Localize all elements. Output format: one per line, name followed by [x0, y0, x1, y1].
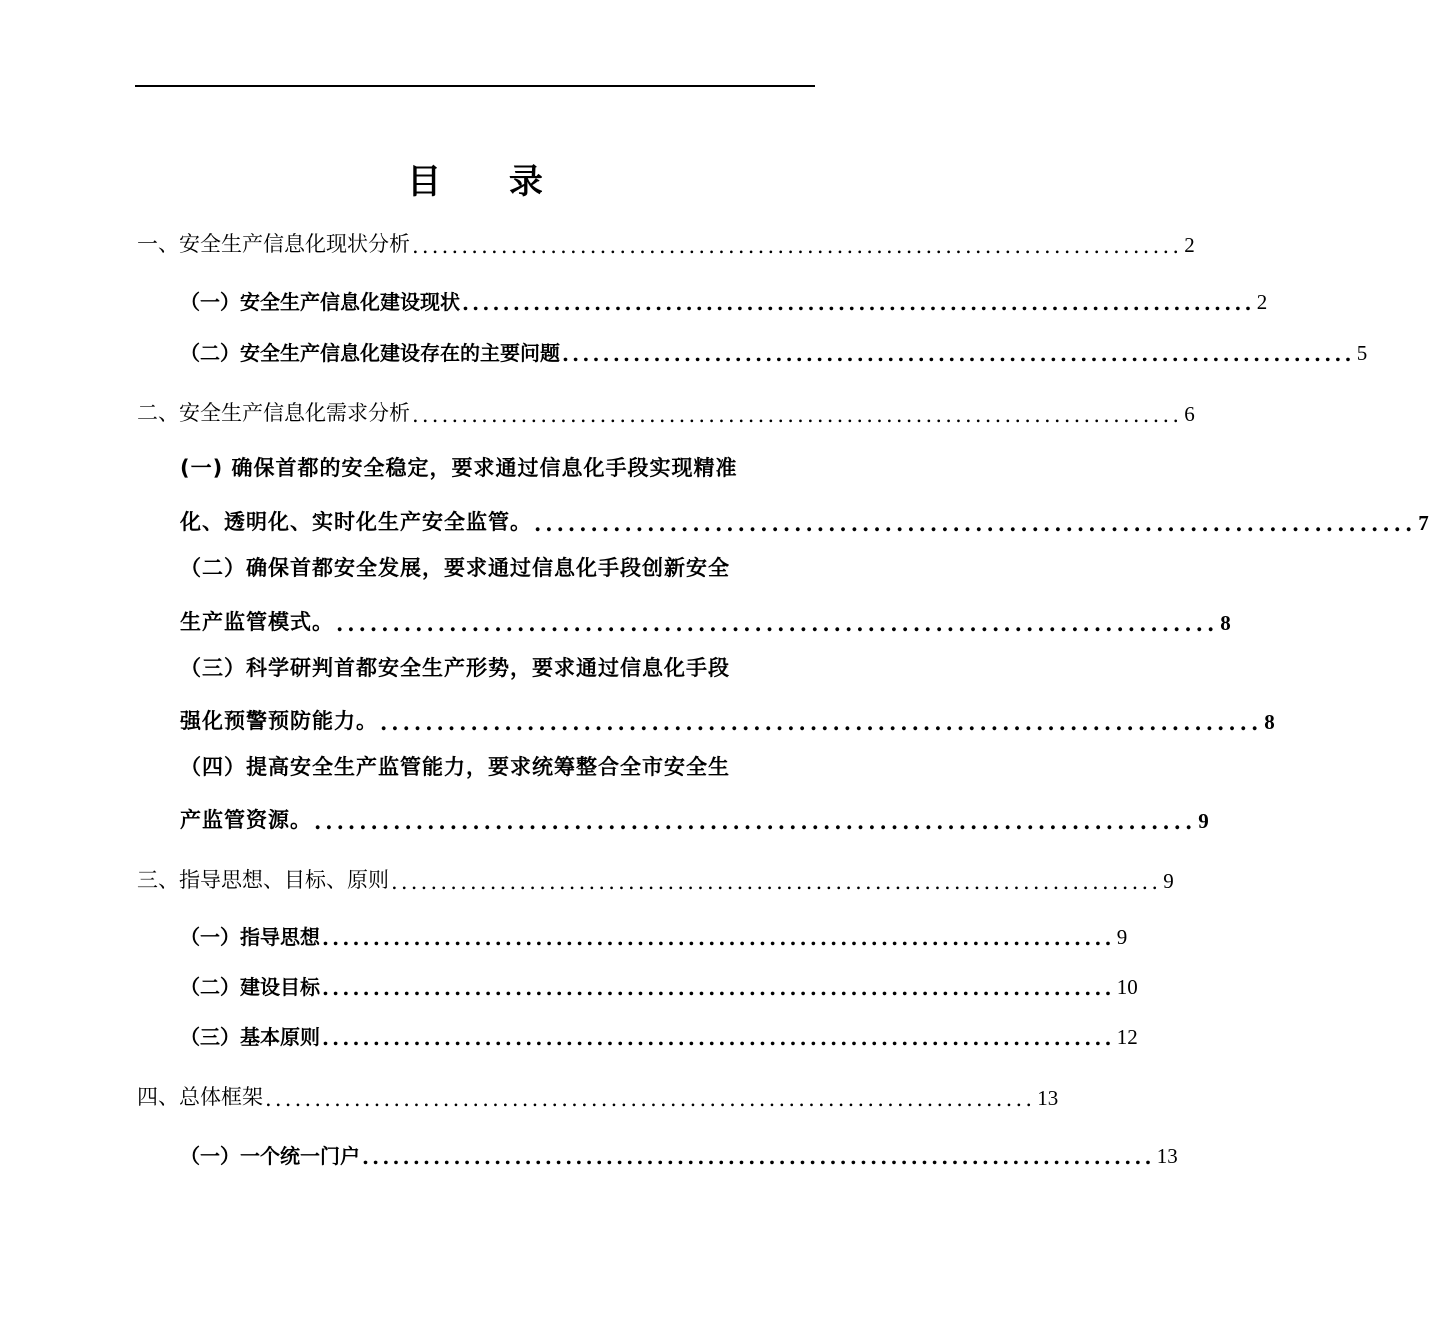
toc-entry-3-1[interactable]: [180, 918, 1128, 950]
toc-page-number: 9: [1116, 925, 1128, 949]
toc-entry-4[interactable]: [137, 1077, 1059, 1111]
toc-page-number: 13: [1156, 1144, 1178, 1168]
toc-leader-dots: ..............................................................................: [336, 611, 1219, 636]
toc-entry-text: 生产监管模式。: [180, 610, 334, 634]
toc-entry-text: 化、透明化、实时化生产安全监管。: [180, 510, 532, 534]
toc-entry-3[interactable]: [137, 860, 1174, 894]
toc-entry-2-1-line2[interactable]: [180, 502, 1429, 536]
toc-entry-text: 三、指导思想、目标、原则: [137, 868, 389, 892]
toc-page-number: 7: [1418, 511, 1429, 535]
toc-leader-dots: ..............................................................................: [462, 291, 1255, 315]
toc-page-number: 2: [1184, 233, 1195, 257]
toc-page-number: 5: [1356, 341, 1368, 365]
toc-entry-2-4-line1[interactable]: （四）提高安全生产监管能力，要求统筹整合全市安全生: [180, 755, 730, 779]
toc-page-number: 8: [1220, 611, 1231, 635]
toc-page-number: 8: [1264, 710, 1275, 734]
toc-leader-dots: ..............................................................................: [322, 976, 1115, 1000]
toc-entry-2-3-line2[interactable]: [180, 701, 1275, 735]
toc-entry-text: 二、安全生产信息化需求分析: [137, 401, 410, 425]
toc-entry-4-1[interactable]: [180, 1137, 1178, 1169]
toc-page-number: 6: [1184, 402, 1195, 426]
toc-leader-dots: ..............................................................................: [391, 870, 1162, 894]
toc-entry-2-2-line1[interactable]: （二）确保首都安全发展，要求通过信息化手段创新安全: [180, 556, 730, 580]
toc-entry-1[interactable]: [137, 224, 1195, 258]
toc-leader-dots: ..............................................................................: [314, 809, 1197, 834]
toc-leader-dots: ..............................................................................: [362, 1145, 1155, 1169]
toc-entry-1-1[interactable]: [180, 283, 1268, 315]
toc-leader-dots: ..............................................................................: [265, 1087, 1036, 1111]
toc-leader-dots: ..............................................................................: [322, 926, 1115, 950]
toc-page-number: 10: [1116, 975, 1138, 999]
toc-entry-text: （一）指导思想: [180, 925, 320, 949]
toc-entry-2-4-line2[interactable]: [180, 800, 1209, 834]
toc-entry-text: （二）安全生产信息化建设存在的主要问题: [180, 341, 560, 365]
toc-page-number: 9: [1198, 809, 1209, 833]
toc-leader-dots: ..............................................................................: [534, 511, 1417, 536]
toc-entry-text: 产监管资源。: [180, 808, 312, 832]
toc-page-number: 2: [1256, 290, 1268, 314]
toc-leader-dots: ..............................................................................: [322, 1026, 1115, 1050]
toc-entry-2-3-line1[interactable]: （三）科学研判首都安全生产形势，要求通过信息化手段: [180, 656, 730, 680]
toc-entry-text: 四、总体框架: [137, 1085, 263, 1109]
toc-entry-2-1-line1[interactable]: (一) 确保首都的安全稳定，要求通过信息化手段实现精准: [180, 456, 738, 480]
toc-page-number: 9: [1163, 869, 1174, 893]
toc-entry-2-2-line2[interactable]: [180, 602, 1231, 636]
toc-entry-1-2[interactable]: [180, 334, 1368, 366]
toc-entry-text: （一）安全生产信息化建设现状: [180, 290, 460, 314]
toc-entry-3-2[interactable]: [180, 968, 1138, 1000]
toc-leader-dots: ..............................................................................: [380, 710, 1263, 735]
toc-page-number: 12: [1116, 1025, 1138, 1049]
toc-leader-dots: ..............................................................................: [562, 342, 1355, 366]
toc-page-number: 13: [1037, 1086, 1059, 1110]
toc-leader-dots: ..............................................................................: [412, 403, 1183, 427]
toc-entry-3-3[interactable]: [180, 1018, 1138, 1050]
toc-entry-text: （一）一个统一门户: [180, 1144, 360, 1168]
toc-entry-text: 强化预警预防能力。: [180, 709, 378, 733]
toc-entry-text: （二）建设目标: [180, 975, 320, 999]
header-rule: [135, 85, 815, 87]
toc-leader-dots: ..............................................................................: [412, 234, 1183, 258]
toc-entry-text: （三）基本原则: [180, 1025, 320, 1049]
toc-title: 目 录: [407, 162, 571, 202]
toc-entry-text: 一、安全生产信息化现状分析: [137, 232, 410, 256]
toc-entry-2[interactable]: [137, 393, 1195, 427]
